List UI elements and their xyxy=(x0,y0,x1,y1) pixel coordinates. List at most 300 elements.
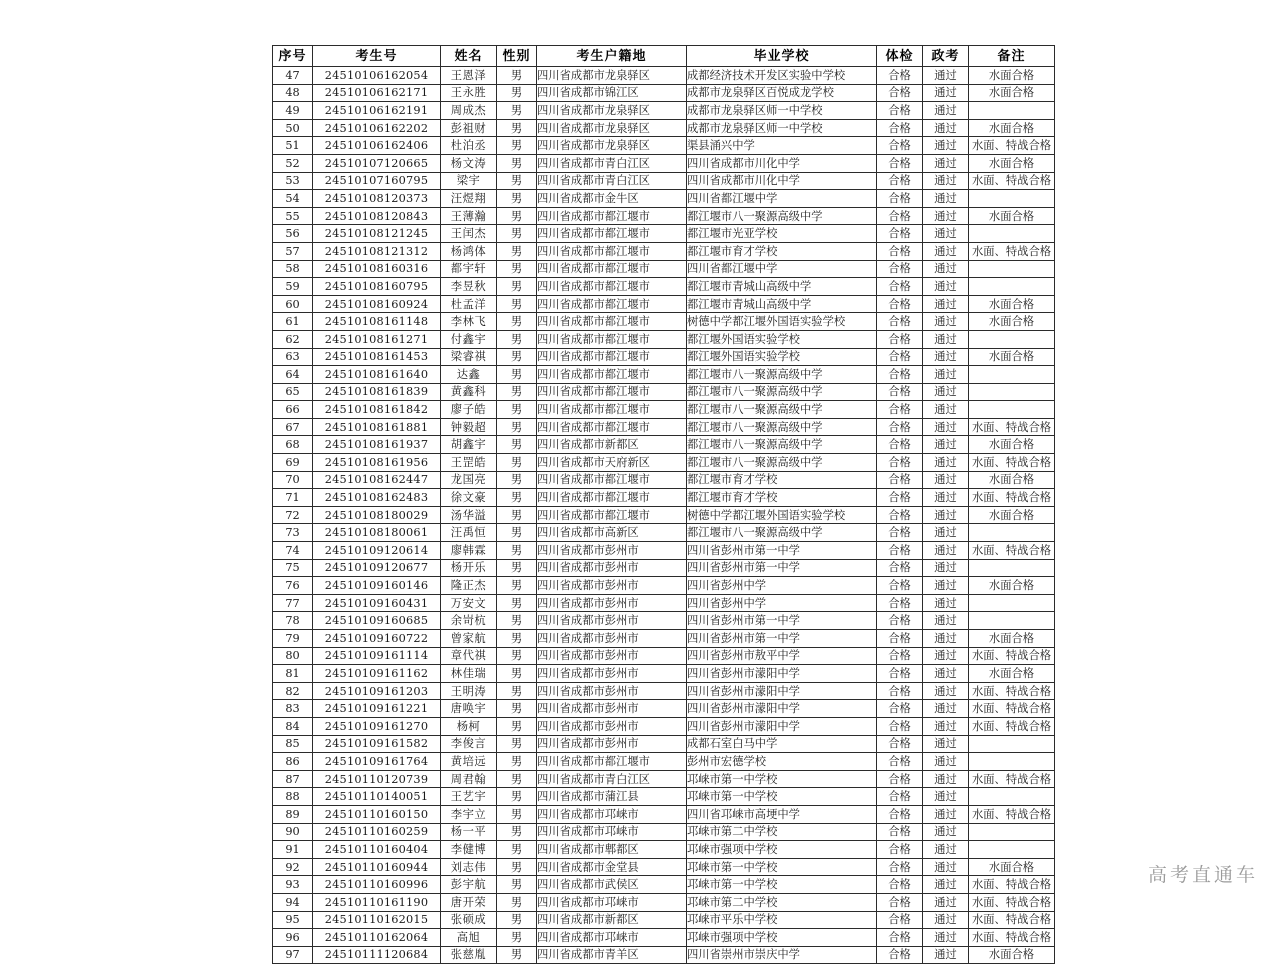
table-row xyxy=(273,682,1055,700)
cell-name: 梁睿祺 xyxy=(441,348,497,366)
cell-remark: 水面、特战合格 xyxy=(969,489,1055,507)
cell-exam: 24510109160685 xyxy=(313,612,441,630)
cell-seq: 87 xyxy=(273,770,313,788)
cell-sex: 男 xyxy=(497,700,537,718)
cell-remark: 水面合格 xyxy=(969,207,1055,225)
cell-domi: 四川省成都市邛崃市 xyxy=(537,893,687,911)
table-row xyxy=(273,647,1055,665)
cell-pol: 通过 xyxy=(923,647,969,665)
cell-pol: 通过 xyxy=(923,454,969,472)
cell-exam: 24510109161114 xyxy=(313,647,441,665)
cell-school: 邛崃市第一中学校 xyxy=(687,788,877,806)
column-header-remark: 备注 xyxy=(969,46,1055,67)
cell-school: 邛崃市第二中学校 xyxy=(687,893,877,911)
cell-domi: 四川省成都市蒲江县 xyxy=(537,788,687,806)
table-row xyxy=(273,630,1055,648)
cell-exam: 24510108161956 xyxy=(313,454,441,472)
cell-pol: 通过 xyxy=(923,366,969,384)
cell-name: 曾家航 xyxy=(441,630,497,648)
cell-name: 高旭 xyxy=(441,929,497,947)
cell-seq: 76 xyxy=(273,577,313,595)
cell-school: 渠县涌兴中学 xyxy=(687,137,877,155)
roster-table-container xyxy=(272,45,1052,964)
cell-remark: 水面合格 xyxy=(969,67,1055,85)
cell-exam: 24510110160996 xyxy=(313,876,441,894)
cell-name: 都宇轩 xyxy=(441,260,497,278)
cell-remark xyxy=(969,278,1055,296)
cell-name: 廖子皓 xyxy=(441,401,497,419)
cell-seq: 90 xyxy=(273,823,313,841)
cell-sex: 男 xyxy=(497,190,537,208)
cell-phys: 合格 xyxy=(877,454,923,472)
cell-school: 邛崃市强项中学校 xyxy=(687,841,877,859)
cell-domi: 四川省成都市彭州市 xyxy=(537,647,687,665)
cell-remark: 水面、特战合格 xyxy=(969,805,1055,823)
cell-exam: 24510109161582 xyxy=(313,735,441,753)
cell-remark xyxy=(969,594,1055,612)
cell-phys: 合格 xyxy=(877,559,923,577)
cell-seq: 52 xyxy=(273,154,313,172)
table-row xyxy=(273,489,1055,507)
cell-name: 梁宇 xyxy=(441,172,497,190)
cell-exam: 24510109161270 xyxy=(313,717,441,735)
cell-exam: 24510109161221 xyxy=(313,700,441,718)
cell-pol: 通过 xyxy=(923,542,969,560)
table-row xyxy=(273,67,1055,85)
cell-domi: 四川省成都市郫都区 xyxy=(537,841,687,859)
table-row xyxy=(273,911,1055,929)
cell-name: 龙国亮 xyxy=(441,471,497,489)
cell-domi: 四川省成都市青羊区 xyxy=(537,946,687,964)
cell-pol: 通过 xyxy=(923,102,969,120)
table-header-row xyxy=(273,46,1055,67)
table-row xyxy=(273,330,1055,348)
cell-sex: 男 xyxy=(497,893,537,911)
cell-school: 四川省彭州市濛阳中学 xyxy=(687,665,877,683)
cell-phys: 合格 xyxy=(877,102,923,120)
cell-domi: 四川省成都市高新区 xyxy=(537,524,687,542)
cell-pol: 通过 xyxy=(923,858,969,876)
table-row xyxy=(273,454,1055,472)
cell-domi: 四川省成都市都江堰市 xyxy=(537,401,687,419)
cell-seq: 56 xyxy=(273,225,313,243)
cell-school: 四川省都江堰中学 xyxy=(687,190,877,208)
cell-name: 刘志伟 xyxy=(441,858,497,876)
cell-domi: 四川省成都市天府新区 xyxy=(537,454,687,472)
cell-seq: 92 xyxy=(273,858,313,876)
cell-remark: 水面合格 xyxy=(969,858,1055,876)
cell-exam: 24510108161937 xyxy=(313,436,441,454)
cell-phys: 合格 xyxy=(877,647,923,665)
cell-pol: 通过 xyxy=(923,946,969,964)
cell-sex: 男 xyxy=(497,401,537,419)
column-header-name: 姓名 xyxy=(441,46,497,67)
cell-name: 章代祺 xyxy=(441,647,497,665)
cell-remark: 水面合格 xyxy=(969,506,1055,524)
cell-sex: 男 xyxy=(497,295,537,313)
cell-domi: 四川省成都市彭州市 xyxy=(537,612,687,630)
cell-sex: 男 xyxy=(497,929,537,947)
cell-remark: 水面合格 xyxy=(969,154,1055,172)
cell-name: 杨鸿体 xyxy=(441,242,497,260)
cell-school: 四川省彭州市第一中学 xyxy=(687,630,877,648)
cell-seq: 81 xyxy=(273,665,313,683)
table-row xyxy=(273,542,1055,560)
table-row xyxy=(273,929,1055,947)
cell-exam: 24510108162483 xyxy=(313,489,441,507)
cell-school: 四川省彭州市第一中学 xyxy=(687,542,877,560)
cell-remark: 水面合格 xyxy=(969,119,1055,137)
cell-school: 四川省彭州市濛阳中学 xyxy=(687,682,877,700)
cell-seq: 68 xyxy=(273,436,313,454)
watermark: 高考直通车 xyxy=(1147,864,1258,886)
cell-sex: 男 xyxy=(497,137,537,155)
cell-seq: 55 xyxy=(273,207,313,225)
cell-phys: 合格 xyxy=(877,735,923,753)
cell-name: 王永胜 xyxy=(441,84,497,102)
cell-seq: 73 xyxy=(273,524,313,542)
cell-school: 四川省邛崃市高埂中学 xyxy=(687,805,877,823)
table-row xyxy=(273,348,1055,366)
cell-remark xyxy=(969,735,1055,753)
cell-domi: 四川省成都市邛崃市 xyxy=(537,823,687,841)
cell-seq: 67 xyxy=(273,418,313,436)
cell-domi: 四川省成都市龙泉驿区 xyxy=(537,137,687,155)
cell-seq: 58 xyxy=(273,260,313,278)
cell-phys: 合格 xyxy=(877,278,923,296)
cell-exam: 24510108161271 xyxy=(313,330,441,348)
cell-school: 四川省成都市川化中学 xyxy=(687,154,877,172)
cell-phys: 合格 xyxy=(877,225,923,243)
cell-remark: 水面、特战合格 xyxy=(969,172,1055,190)
cell-seq: 82 xyxy=(273,682,313,700)
cell-sex: 男 xyxy=(497,858,537,876)
cell-seq: 70 xyxy=(273,471,313,489)
cell-phys: 合格 xyxy=(877,770,923,788)
cell-sex: 男 xyxy=(497,753,537,771)
cell-pol: 通过 xyxy=(923,225,969,243)
cell-exam: 24510108120843 xyxy=(313,207,441,225)
column-header-school: 毕业学校 xyxy=(687,46,877,67)
cell-name: 王罡皓 xyxy=(441,454,497,472)
cell-remark: 水面合格 xyxy=(969,630,1055,648)
cell-school: 成都经济技术开发区实验中学校 xyxy=(687,67,877,85)
cell-phys: 合格 xyxy=(877,577,923,595)
cell-remark xyxy=(969,401,1055,419)
cell-school: 都江堰市八一聚源高级中学 xyxy=(687,454,877,472)
cell-remark xyxy=(969,753,1055,771)
cell-exam: 24510108121245 xyxy=(313,225,441,243)
cell-domi: 四川省成都市龙泉驿区 xyxy=(537,102,687,120)
cell-domi: 四川省成都市邛崃市 xyxy=(537,929,687,947)
table-row xyxy=(273,770,1055,788)
cell-remark xyxy=(969,260,1055,278)
cell-phys: 合格 xyxy=(877,489,923,507)
cell-pol: 通过 xyxy=(923,893,969,911)
table-row xyxy=(273,154,1055,172)
cell-name: 钟毅超 xyxy=(441,418,497,436)
cell-domi: 四川省成都市都江堰市 xyxy=(537,418,687,436)
cell-domi: 四川省成都市都江堰市 xyxy=(537,471,687,489)
cell-remark xyxy=(969,102,1055,120)
cell-domi: 四川省成都市彭州市 xyxy=(537,735,687,753)
cell-school: 四川省彭州中学 xyxy=(687,577,877,595)
cell-remark xyxy=(969,559,1055,577)
cell-sex: 男 xyxy=(497,154,537,172)
cell-sex: 男 xyxy=(497,383,537,401)
table-row xyxy=(273,436,1055,454)
cell-school: 都江堰市育才学校 xyxy=(687,489,877,507)
cell-school: 都江堰市八一聚源高级中学 xyxy=(687,436,877,454)
cell-name: 杨开乐 xyxy=(441,559,497,577)
cell-remark: 水面合格 xyxy=(969,665,1055,683)
cell-school: 四川省彭州中学 xyxy=(687,594,877,612)
cell-sex: 男 xyxy=(497,102,537,120)
table-row xyxy=(273,946,1055,964)
cell-seq: 53 xyxy=(273,172,313,190)
cell-school: 都江堰外国语实验学校 xyxy=(687,348,877,366)
cell-school: 邛崃市第二中学校 xyxy=(687,823,877,841)
column-header-sex: 性别 xyxy=(497,46,537,67)
cell-exam: 24510108160316 xyxy=(313,260,441,278)
roster-table xyxy=(272,45,1055,964)
cell-phys: 合格 xyxy=(877,84,923,102)
table-row xyxy=(273,278,1055,296)
cell-pol: 通过 xyxy=(923,436,969,454)
table-row xyxy=(273,418,1055,436)
cell-pol: 通过 xyxy=(923,577,969,595)
cell-name: 汤华溢 xyxy=(441,506,497,524)
cell-phys: 合格 xyxy=(877,805,923,823)
cell-phys: 合格 xyxy=(877,594,923,612)
cell-school: 成都市龙泉驿区百悦成龙学校 xyxy=(687,84,877,102)
cell-name: 周君翰 xyxy=(441,770,497,788)
cell-pol: 通过 xyxy=(923,911,969,929)
cell-domi: 四川省成都市龙泉驿区 xyxy=(537,67,687,85)
cell-name: 达鑫 xyxy=(441,366,497,384)
cell-pol: 通过 xyxy=(923,330,969,348)
cell-pol: 通过 xyxy=(923,665,969,683)
table-row xyxy=(273,401,1055,419)
cell-pol: 通过 xyxy=(923,841,969,859)
cell-remark: 水面合格 xyxy=(969,348,1055,366)
cell-school: 四川省崇州市崇庆中学 xyxy=(687,946,877,964)
cell-exam: 24510110160150 xyxy=(313,805,441,823)
cell-pol: 通过 xyxy=(923,278,969,296)
cell-seq: 71 xyxy=(273,489,313,507)
table-row xyxy=(273,295,1055,313)
table-row xyxy=(273,84,1055,102)
cell-remark: 水面、特战合格 xyxy=(969,700,1055,718)
cell-domi: 四川省成都市锦江区 xyxy=(537,84,687,102)
cell-school: 都江堰市八一聚源高级中学 xyxy=(687,524,877,542)
cell-phys: 合格 xyxy=(877,717,923,735)
cell-pol: 通过 xyxy=(923,471,969,489)
cell-pol: 通过 xyxy=(923,172,969,190)
cell-sex: 男 xyxy=(497,805,537,823)
cell-remark xyxy=(969,366,1055,384)
cell-school: 邛崃市平乐中学校 xyxy=(687,911,877,929)
cell-pol: 通过 xyxy=(923,119,969,137)
cell-remark xyxy=(969,225,1055,243)
cell-seq: 47 xyxy=(273,67,313,85)
cell-school: 四川省彭州市敖平中学 xyxy=(687,647,877,665)
cell-phys: 合格 xyxy=(877,436,923,454)
cell-phys: 合格 xyxy=(877,823,923,841)
table-row xyxy=(273,524,1055,542)
cell-school: 邛崃市强项中学校 xyxy=(687,929,877,947)
cell-remark xyxy=(969,841,1055,859)
cell-remark: 水面、特战合格 xyxy=(969,542,1055,560)
cell-exam: 24510110162064 xyxy=(313,929,441,947)
cell-sex: 男 xyxy=(497,911,537,929)
cell-domi: 四川省成都市武侯区 xyxy=(537,876,687,894)
table-row xyxy=(273,876,1055,894)
cell-domi: 四川省成都市龙泉驿区 xyxy=(537,119,687,137)
cell-sex: 男 xyxy=(497,418,537,436)
cell-seq: 91 xyxy=(273,841,313,859)
cell-name: 王闰杰 xyxy=(441,225,497,243)
cell-school: 都江堰市八一聚源高级中学 xyxy=(687,366,877,384)
cell-sex: 男 xyxy=(497,84,537,102)
cell-exam: 24510108161453 xyxy=(313,348,441,366)
cell-remark xyxy=(969,383,1055,401)
cell-phys: 合格 xyxy=(877,119,923,137)
cell-seq: 84 xyxy=(273,717,313,735)
cell-name: 周成杰 xyxy=(441,102,497,120)
cell-school: 都江堰市八一聚源高级中学 xyxy=(687,418,877,436)
cell-pol: 通过 xyxy=(923,84,969,102)
cell-name: 林佳瑞 xyxy=(441,665,497,683)
cell-domi: 四川省成都市青白江区 xyxy=(537,154,687,172)
cell-pol: 通过 xyxy=(923,154,969,172)
cell-name: 彭祖财 xyxy=(441,119,497,137)
table-row xyxy=(273,260,1055,278)
table-row xyxy=(273,119,1055,137)
cell-remark xyxy=(969,190,1055,208)
cell-seq: 51 xyxy=(273,137,313,155)
cell-phys: 合格 xyxy=(877,929,923,947)
cell-exam: 24510108161148 xyxy=(313,313,441,331)
cell-sex: 男 xyxy=(497,454,537,472)
cell-seq: 72 xyxy=(273,506,313,524)
cell-exam: 24510108162447 xyxy=(313,471,441,489)
cell-name: 杨文涛 xyxy=(441,154,497,172)
cell-seq: 62 xyxy=(273,330,313,348)
cell-pol: 通过 xyxy=(923,524,969,542)
cell-phys: 合格 xyxy=(877,753,923,771)
cell-sex: 男 xyxy=(497,946,537,964)
cell-phys: 合格 xyxy=(877,330,923,348)
cell-school: 四川省彭州市第一中学 xyxy=(687,559,877,577)
cell-sex: 男 xyxy=(497,735,537,753)
cell-name: 李宇立 xyxy=(441,805,497,823)
cell-domi: 四川省成都市邛崃市 xyxy=(537,805,687,823)
cell-pol: 通过 xyxy=(923,929,969,947)
cell-remark: 水面、特战合格 xyxy=(969,893,1055,911)
cell-name: 李俊言 xyxy=(441,735,497,753)
cell-sex: 男 xyxy=(497,119,537,137)
cell-sex: 男 xyxy=(497,172,537,190)
cell-pol: 通过 xyxy=(923,753,969,771)
column-header-domicile: 考生户籍地 xyxy=(537,46,687,67)
cell-school: 都江堰市八一聚源高级中学 xyxy=(687,383,877,401)
cell-sex: 男 xyxy=(497,876,537,894)
table-row xyxy=(273,858,1055,876)
cell-school: 都江堰市八一聚源高级中学 xyxy=(687,401,877,419)
cell-school: 都江堰外国语实验学校 xyxy=(687,330,877,348)
cell-school: 四川省都江堰中学 xyxy=(687,260,877,278)
cell-exam: 24510110160404 xyxy=(313,841,441,859)
cell-name: 杨柯 xyxy=(441,717,497,735)
cell-pol: 通过 xyxy=(923,401,969,419)
cell-sex: 男 xyxy=(497,665,537,683)
cell-exam: 24510108161842 xyxy=(313,401,441,419)
cell-pol: 通过 xyxy=(923,506,969,524)
cell-remark: 水面合格 xyxy=(969,313,1055,331)
cell-seq: 64 xyxy=(273,366,313,384)
cell-seq: 50 xyxy=(273,119,313,137)
table-row xyxy=(273,665,1055,683)
cell-sex: 男 xyxy=(497,436,537,454)
cell-name: 汪禹恒 xyxy=(441,524,497,542)
cell-exam: 24510110160259 xyxy=(313,823,441,841)
cell-sex: 男 xyxy=(497,278,537,296)
cell-exam: 24510108121312 xyxy=(313,242,441,260)
cell-seq: 93 xyxy=(273,876,313,894)
cell-seq: 63 xyxy=(273,348,313,366)
cell-domi: 四川省成都市都江堰市 xyxy=(537,330,687,348)
cell-domi: 四川省成都市都江堰市 xyxy=(537,489,687,507)
cell-phys: 合格 xyxy=(877,383,923,401)
cell-pol: 通过 xyxy=(923,717,969,735)
cell-remark: 水面合格 xyxy=(969,436,1055,454)
table-row xyxy=(273,805,1055,823)
cell-phys: 合格 xyxy=(877,524,923,542)
table-row xyxy=(273,577,1055,595)
cell-phys: 合格 xyxy=(877,506,923,524)
cell-pol: 通过 xyxy=(923,137,969,155)
cell-sex: 男 xyxy=(497,770,537,788)
cell-phys: 合格 xyxy=(877,893,923,911)
cell-school: 都江堰市光亚学校 xyxy=(687,225,877,243)
cell-name: 李林飞 xyxy=(441,313,497,331)
cell-pol: 通过 xyxy=(923,770,969,788)
cell-seq: 48 xyxy=(273,84,313,102)
cell-domi: 四川省成都市都江堰市 xyxy=(537,753,687,771)
cell-seq: 86 xyxy=(273,753,313,771)
cell-pol: 通过 xyxy=(923,594,969,612)
table-row xyxy=(273,893,1055,911)
cell-seq: 96 xyxy=(273,929,313,947)
cell-name: 汪煜翔 xyxy=(441,190,497,208)
cell-phys: 合格 xyxy=(877,295,923,313)
table-row xyxy=(273,559,1055,577)
cell-school: 都江堰市青城山高级中学 xyxy=(687,278,877,296)
cell-pol: 通过 xyxy=(923,67,969,85)
cell-remark: 水面、特战合格 xyxy=(969,647,1055,665)
cell-phys: 合格 xyxy=(877,682,923,700)
table-row xyxy=(273,841,1055,859)
cell-exam: 24510111120684 xyxy=(313,946,441,964)
cell-domi: 四川省成都市彭州市 xyxy=(537,577,687,595)
cell-phys: 合格 xyxy=(877,418,923,436)
table-row xyxy=(273,735,1055,753)
cell-phys: 合格 xyxy=(877,542,923,560)
cell-sex: 男 xyxy=(497,559,537,577)
cell-sex: 男 xyxy=(497,225,537,243)
cell-phys: 合格 xyxy=(877,154,923,172)
